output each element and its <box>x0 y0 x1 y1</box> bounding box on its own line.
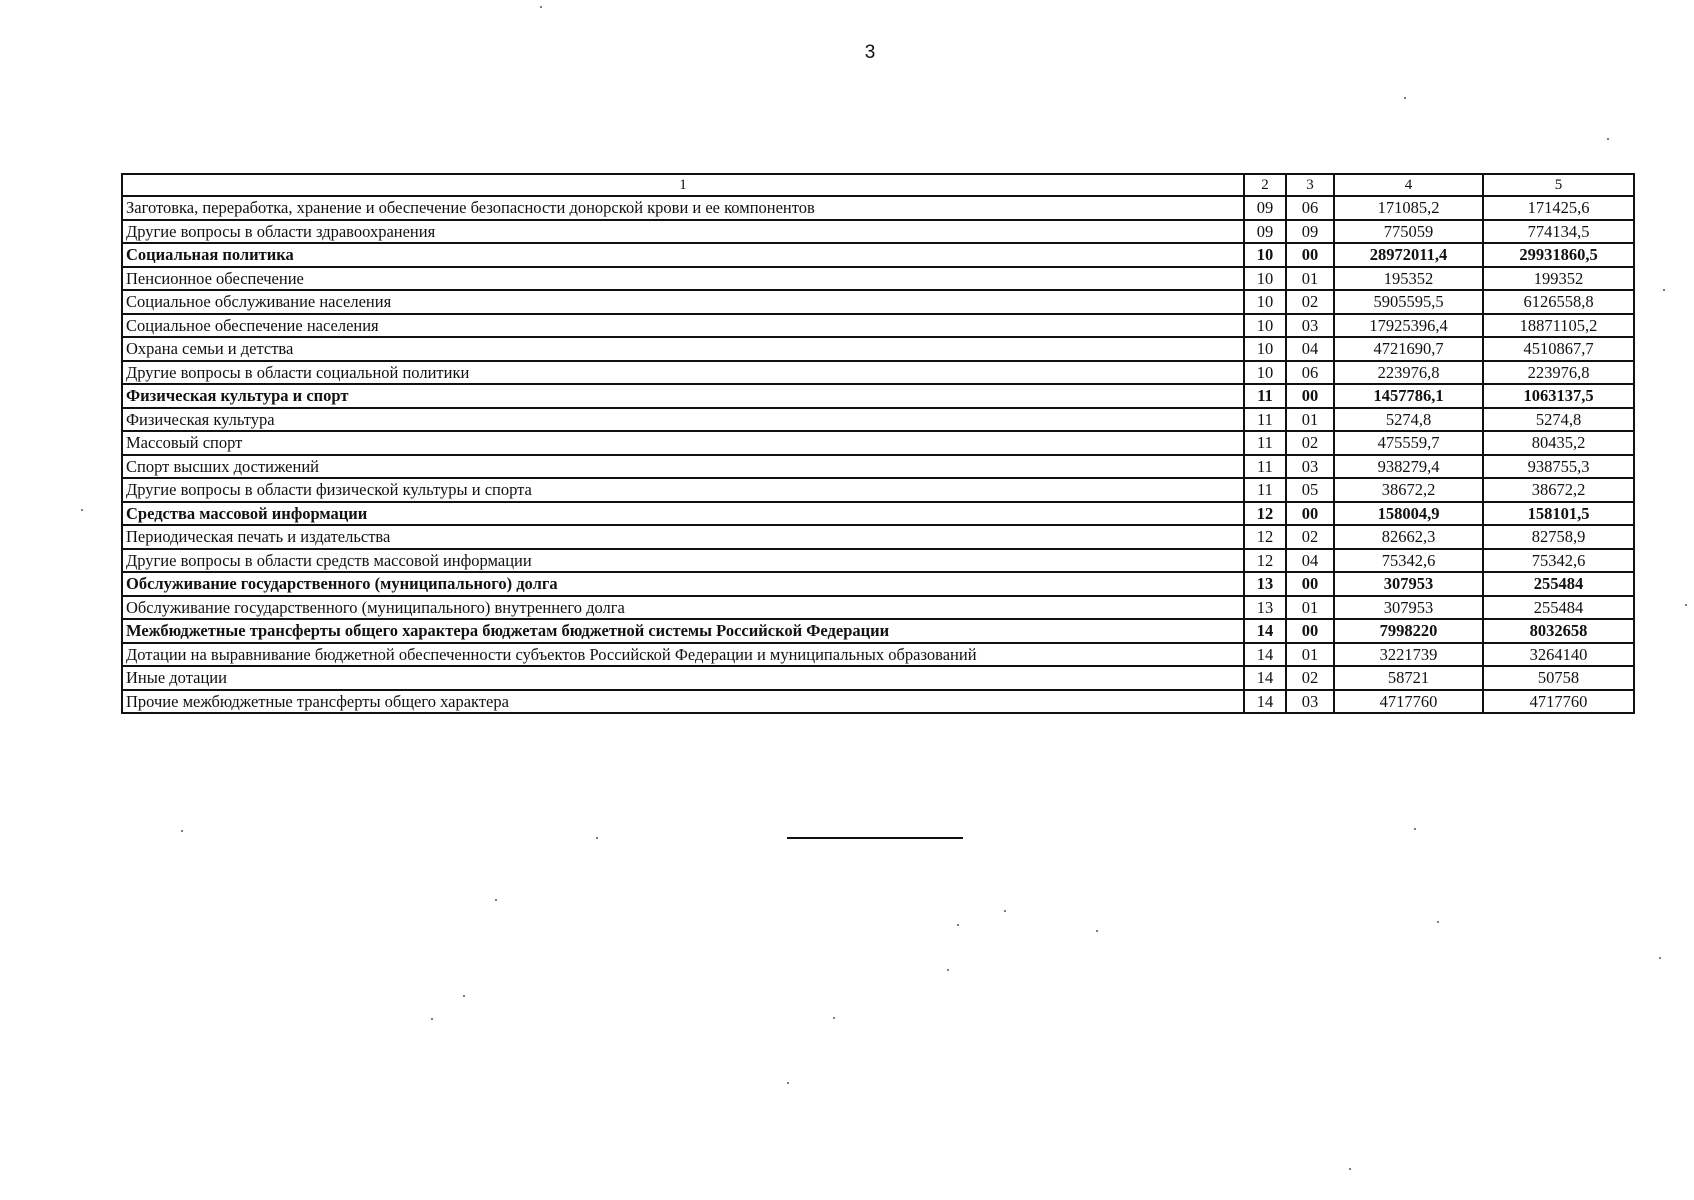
row-subsection-cell: 00 <box>1286 384 1334 408</box>
scan-speck <box>787 1082 789 1084</box>
table-row <box>122 619 1634 643</box>
table-row <box>122 643 1634 667</box>
table-row <box>122 666 1634 690</box>
header-col-value-1: 4 <box>1334 174 1483 196</box>
row-value-1-cell: 223976,8 <box>1334 361 1483 385</box>
row-value-1-cell: 475559,7 <box>1334 431 1483 455</box>
row-value-1-cell: 75342,6 <box>1334 549 1483 573</box>
scan-speck <box>1659 957 1661 959</box>
row-value-1-cell: 7998220 <box>1334 619 1483 643</box>
row-value-1-cell: 307953 <box>1334 596 1483 620</box>
row-name-cell: Спорт высших достижений <box>122 455 1244 479</box>
table-row <box>122 690 1634 714</box>
row-value-2-cell: 158101,5 <box>1483 502 1634 526</box>
scan-speck <box>1437 921 1439 923</box>
row-subsection-cell: 02 <box>1286 525 1334 549</box>
row-name-cell: Пенсионное обеспечение <box>122 267 1244 291</box>
row-value-1-cell: 4721690,7 <box>1334 337 1483 361</box>
row-value-2-cell: 75342,6 <box>1483 549 1634 573</box>
row-value-1-cell: 195352 <box>1334 267 1483 291</box>
row-value-1-cell: 3221739 <box>1334 643 1483 667</box>
table-row <box>122 290 1634 314</box>
scan-speck <box>957 924 959 926</box>
row-value-2-cell: 18871105,2 <box>1483 314 1634 338</box>
table-row <box>122 337 1634 361</box>
row-name-cell: Межбюджетные трансферты общего характера бюджетам бюджетной системы Российской Федерации <box>122 619 1244 643</box>
scan-speck <box>1004 910 1006 912</box>
row-subsection-cell: 00 <box>1286 243 1334 267</box>
row-section-cell: 11 <box>1244 431 1286 455</box>
row-name-cell: Социальное обеспечение населения <box>122 314 1244 338</box>
row-value-2-cell: 5274,8 <box>1483 408 1634 432</box>
row-name-cell: Другие вопросы в области средств массовой информации <box>122 549 1244 573</box>
row-subsection-cell: 02 <box>1286 431 1334 455</box>
row-value-2-cell: 3264140 <box>1483 643 1634 667</box>
scan-speck <box>495 899 497 901</box>
table-row <box>122 596 1634 620</box>
row-section-cell: 11 <box>1244 478 1286 502</box>
scan-speck <box>1096 930 1098 932</box>
row-subsection-cell: 01 <box>1286 643 1334 667</box>
row-subsection-cell: 03 <box>1286 455 1334 479</box>
table-row <box>122 314 1634 338</box>
header-col-name: 1 <box>122 174 1244 196</box>
row-value-1-cell: 4717760 <box>1334 690 1483 714</box>
row-subsection-cell: 04 <box>1286 337 1334 361</box>
table-row <box>122 196 1634 220</box>
end-rule <box>787 837 963 839</box>
row-section-cell: 09 <box>1244 196 1286 220</box>
row-name-cell: Средства массовой информации <box>122 502 1244 526</box>
row-name-cell: Социальное обслуживание населения <box>122 290 1244 314</box>
row-section-cell: 13 <box>1244 596 1286 620</box>
table-row <box>122 220 1634 244</box>
row-subsection-cell: 01 <box>1286 596 1334 620</box>
scan-speck <box>596 837 598 839</box>
header-col-value-2: 5 <box>1483 174 1634 196</box>
row-name-cell: Социальная политика <box>122 243 1244 267</box>
scan-speck <box>81 509 83 511</box>
row-value-1-cell: 17925396,4 <box>1334 314 1483 338</box>
row-value-2-cell: 223976,8 <box>1483 361 1634 385</box>
row-name-cell: Физическая культура и спорт <box>122 384 1244 408</box>
row-section-cell: 10 <box>1244 290 1286 314</box>
row-name-cell: Прочие межбюджетные трансферты общего характера <box>122 690 1244 714</box>
row-value-1-cell: 938279,4 <box>1334 455 1483 479</box>
row-section-cell: 12 <box>1244 549 1286 573</box>
row-section-cell: 10 <box>1244 243 1286 267</box>
row-value-1-cell: 5905595,5 <box>1334 290 1483 314</box>
scan-speck <box>181 830 183 832</box>
row-value-1-cell: 307953 <box>1334 572 1483 596</box>
row-name-cell: Обслуживание государственного (муниципального) внутреннего долга <box>122 596 1244 620</box>
row-section-cell: 10 <box>1244 314 1286 338</box>
row-section-cell: 11 <box>1244 455 1286 479</box>
row-value-1-cell: 82662,3 <box>1334 525 1483 549</box>
table-row <box>122 431 1634 455</box>
row-value-2-cell: 171425,6 <box>1483 196 1634 220</box>
row-value-1-cell: 38672,2 <box>1334 478 1483 502</box>
row-subsection-cell: 01 <box>1286 408 1334 432</box>
row-section-cell: 10 <box>1244 361 1286 385</box>
row-name-cell: Другие вопросы в области здравоохранения <box>122 220 1244 244</box>
row-section-cell: 12 <box>1244 502 1286 526</box>
scan-speck <box>1349 1168 1351 1170</box>
row-value-2-cell: 4717760 <box>1483 690 1634 714</box>
row-subsection-cell: 09 <box>1286 220 1334 244</box>
row-value-2-cell: 29931860,5 <box>1483 243 1634 267</box>
row-name-cell: Другие вопросы в области физической культуры и спорта <box>122 478 1244 502</box>
scan-speck <box>463 995 465 997</box>
row-value-2-cell: 774134,5 <box>1483 220 1634 244</box>
row-subsection-cell: 02 <box>1286 290 1334 314</box>
row-value-1-cell: 171085,2 <box>1334 196 1483 220</box>
row-section-cell: 11 <box>1244 408 1286 432</box>
scan-speck <box>1414 828 1416 830</box>
row-subsection-cell: 01 <box>1286 267 1334 291</box>
header-col-subsection: 3 <box>1286 174 1334 196</box>
table-row <box>122 525 1634 549</box>
scan-speck <box>540 6 542 8</box>
scan-speck <box>947 969 949 971</box>
row-value-2-cell: 38672,2 <box>1483 478 1634 502</box>
row-name-cell: Обслуживание государственного (муниципального) долга <box>122 572 1244 596</box>
scan-speck <box>431 1018 433 1020</box>
row-name-cell: Массовый спорт <box>122 431 1244 455</box>
row-section-cell: 10 <box>1244 267 1286 291</box>
scan-speck <box>833 1017 835 1019</box>
page-number: 3 <box>864 42 876 63</box>
row-value-1-cell: 5274,8 <box>1334 408 1483 432</box>
row-value-1-cell: 28972011,4 <box>1334 243 1483 267</box>
row-subsection-cell: 03 <box>1286 690 1334 714</box>
row-name-cell: Заготовка, переработка, хранение и обеспечение безопасности донорской крови и ее компонентов <box>122 196 1244 220</box>
row-value-1-cell: 158004,9 <box>1334 502 1483 526</box>
row-value-2-cell: 80435,2 <box>1483 431 1634 455</box>
row-section-cell: 14 <box>1244 666 1286 690</box>
row-value-1-cell: 775059 <box>1334 220 1483 244</box>
table-row <box>122 455 1634 479</box>
row-value-2-cell: 255484 <box>1483 596 1634 620</box>
table-row <box>122 243 1634 267</box>
row-subsection-cell: 02 <box>1286 666 1334 690</box>
row-value-1-cell: 58721 <box>1334 666 1483 690</box>
row-name-cell: Периодическая печать и издательства <box>122 525 1244 549</box>
row-value-2-cell: 938755,3 <box>1483 455 1634 479</box>
row-subsection-cell: 00 <box>1286 619 1334 643</box>
table-row <box>122 267 1634 291</box>
row-subsection-cell: 03 <box>1286 314 1334 338</box>
row-subsection-cell: 05 <box>1286 478 1334 502</box>
table-body <box>122 196 1634 713</box>
row-name-cell: Охрана семьи и детства <box>122 337 1244 361</box>
row-value-2-cell: 50758 <box>1483 666 1634 690</box>
row-section-cell: 14 <box>1244 619 1286 643</box>
row-value-2-cell: 1063137,5 <box>1483 384 1634 408</box>
row-value-2-cell: 255484 <box>1483 572 1634 596</box>
header-col-section: 2 <box>1244 174 1286 196</box>
row-section-cell: 11 <box>1244 384 1286 408</box>
row-name-cell: Иные дотации <box>122 666 1244 690</box>
row-value-2-cell: 199352 <box>1483 267 1634 291</box>
row-name-cell: Другие вопросы в области социальной политики <box>122 361 1244 385</box>
table-row <box>122 502 1634 526</box>
row-section-cell: 14 <box>1244 643 1286 667</box>
row-value-2-cell: 8032658 <box>1483 619 1634 643</box>
row-name-cell: Дотации на выравнивание бюджетной обеспеченности субъектов Российской Федерации и муниципальных образований <box>122 643 1244 667</box>
row-subsection-cell: 06 <box>1286 196 1334 220</box>
row-section-cell: 14 <box>1244 690 1286 714</box>
scan-speck <box>1685 604 1687 606</box>
row-section-cell: 10 <box>1244 337 1286 361</box>
row-value-2-cell: 82758,9 <box>1483 525 1634 549</box>
table-row <box>122 384 1634 408</box>
table-row <box>122 549 1634 573</box>
table-row <box>122 361 1634 385</box>
table-row <box>122 572 1634 596</box>
row-name-cell: Физическая культура <box>122 408 1244 432</box>
table-row <box>122 478 1634 502</box>
table-header-row <box>122 174 1634 196</box>
row-subsection-cell: 00 <box>1286 572 1334 596</box>
row-value-2-cell: 6126558,8 <box>1483 290 1634 314</box>
row-section-cell: 13 <box>1244 572 1286 596</box>
row-subsection-cell: 04 <box>1286 549 1334 573</box>
table-row <box>122 408 1634 432</box>
scan-speck <box>1663 289 1665 291</box>
scan-speck <box>1404 97 1406 99</box>
row-value-2-cell: 4510867,7 <box>1483 337 1634 361</box>
row-subsection-cell: 06 <box>1286 361 1334 385</box>
row-section-cell: 12 <box>1244 525 1286 549</box>
budget-table <box>121 173 1635 714</box>
scan-speck <box>1607 138 1609 140</box>
row-section-cell: 09 <box>1244 220 1286 244</box>
row-subsection-cell: 00 <box>1286 502 1334 526</box>
row-value-1-cell: 1457786,1 <box>1334 384 1483 408</box>
